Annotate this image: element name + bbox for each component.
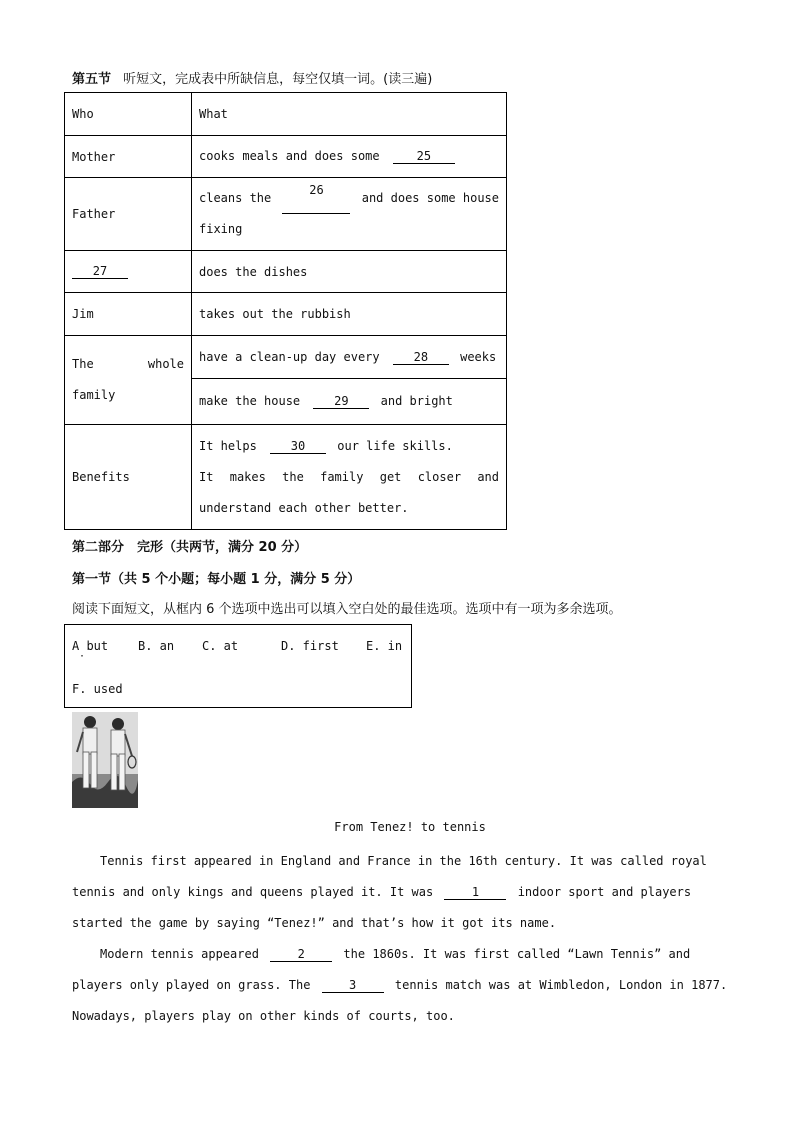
option-b: B. an: [138, 639, 175, 653]
header-who: Who: [65, 93, 192, 136]
what-cell: [192, 379, 507, 425]
blank-27: 27: [72, 264, 128, 279]
blank-28: 28: [393, 350, 449, 365]
blank-3: 3: [322, 978, 384, 993]
who-cell: Jim: [65, 293, 192, 336]
what-cell: [192, 178, 507, 251]
passage-text: indoor sport and players: [517, 885, 692, 899]
passage-line: Tennis first appeared in England and France in the 16th century. It was called royal: [100, 854, 707, 868]
table-row: [65, 336, 507, 379]
blank-2: 2: [270, 947, 332, 962]
who-cell: Mother: [65, 136, 192, 178]
what-text-line2: fixing: [199, 222, 243, 236]
passage-text: tennis and only kings and queens played it. It was: [72, 885, 434, 899]
passage-line: started the game by saying “Tenez!” and that’s how it got its name.: [72, 916, 557, 930]
option-c: C. at: [202, 639, 239, 653]
what-text: and bright: [380, 394, 453, 408]
what-cell: does the dishes: [192, 251, 507, 293]
what-text: cleans the: [199, 191, 272, 205]
what-text: weeks: [460, 349, 497, 364]
who-cell: Father: [65, 178, 192, 251]
passage-text: tennis match was at Wimbledon, London in 1877.: [394, 978, 728, 992]
option-a: A but: [72, 639, 109, 653]
what-text: and does some house: [361, 191, 499, 205]
option-a-dot: ·: [79, 651, 86, 662]
options-box: [64, 624, 412, 708]
table-row: [65, 425, 507, 530]
passage-line: [72, 970, 732, 1001]
passage-text: the 1860s. It was first called “Lawn Tennis” and: [343, 947, 691, 961]
passage-line: [72, 877, 732, 908]
tennis-players-photo: [72, 712, 138, 808]
table-row: [65, 136, 507, 178]
what-text: cooks meals and does some: [199, 149, 380, 163]
header-what: What: [192, 93, 507, 136]
table-row: [65, 251, 507, 293]
table-row: [65, 178, 507, 251]
part-2-section-1-heading: 第一节（共 5 个小题；每小题 1 分，满分 5 分）: [72, 572, 361, 587]
blank-1: 1: [444, 885, 506, 900]
option-f: F. used: [72, 682, 123, 696]
blank-26: 26: [282, 183, 350, 214]
part-2-instruction: 阅读下面短文，从框内 6 个选项中选出可以填入空白处的最佳选项。选项中有一项为多余选项。: [72, 602, 622, 617]
what-cell: takes out the rubbish: [192, 293, 507, 336]
who-cell: [65, 251, 192, 293]
tennis-players-illustration: [72, 712, 138, 808]
option-d: D. first: [281, 639, 339, 653]
table-header-row: [65, 93, 507, 136]
table-row: [65, 293, 507, 336]
passage-body: [72, 846, 732, 1032]
section-5-instruction: 听短文，完成表中所缺信息，每空仅填一词。(读三遍): [123, 72, 433, 87]
who-line2: family: [72, 388, 116, 402]
what-text: make the house: [199, 394, 301, 408]
what-text-line3: understand each other better.: [199, 500, 409, 515]
passage-line: Nowadays, players play on other kinds of courts, too.: [72, 1009, 455, 1023]
passage-line: [72, 939, 732, 970]
who-word: whole: [147, 357, 184, 371]
what-cell: [192, 136, 507, 178]
passage-text: players only played on grass. The: [72, 978, 311, 992]
who-cell: [65, 336, 192, 425]
passage-title: From Tenez! to tennis: [334, 820, 486, 834]
passage-text: Modern tennis appeared: [100, 947, 259, 961]
what-text: have a clean-up day every: [199, 349, 380, 364]
part-2-heading: 第二部分 完形（共两节，满分 20 分）: [72, 540, 308, 555]
what-cell: [192, 336, 507, 379]
what-cell: [192, 425, 507, 530]
blank-25: 25: [393, 149, 455, 164]
what-text: our life skills.: [337, 438, 453, 453]
who-word: The: [72, 357, 94, 371]
who-cell: Benefits: [65, 425, 192, 530]
section-5-heading-line: [72, 68, 432, 87]
what-text-line2: It makes the family get closer and: [199, 469, 499, 484]
blank-30: 30: [270, 439, 326, 454]
listening-table: [64, 92, 507, 530]
blank-29: 29: [313, 394, 369, 409]
section-5-label: 第五节: [72, 72, 112, 87]
option-e: E. in: [366, 639, 403, 653]
what-text: It helps: [199, 438, 257, 453]
